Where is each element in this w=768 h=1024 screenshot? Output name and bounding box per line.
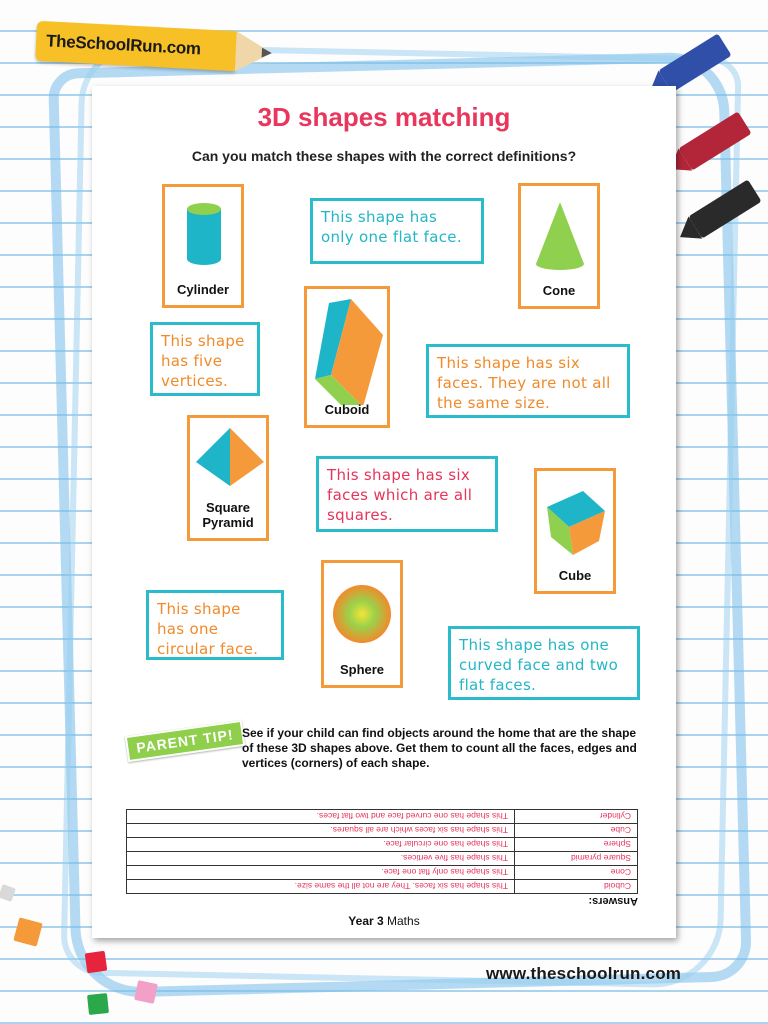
answers-label: Answers: — [588, 895, 638, 907]
table-row — [127, 838, 638, 852]
answers-section — [126, 796, 638, 908]
definition-text: This shape has six faces. They are not all the same size. — [437, 354, 611, 412]
shape-card-cone[interactable] — [518, 183, 600, 309]
shape-label-cylinder: Cylinder — [176, 282, 229, 297]
page-title: 3D shapes matching — [257, 102, 511, 132]
answer-shape: Square pyramid — [515, 852, 638, 866]
shape-label-sphere: Sphere — [339, 662, 385, 677]
shape-card-cuboid[interactable] — [304, 286, 390, 428]
cube-icon — [543, 487, 609, 559]
answer-shape: Cylinder — [515, 810, 638, 824]
answer-shape: Cone — [515, 866, 638, 880]
cuboid-icon — [311, 295, 385, 405]
site-logo[interactable] — [35, 21, 237, 71]
definition-one-flat-face[interactable] — [310, 198, 484, 264]
cylinder-icon — [179, 199, 229, 271]
shape-card-sphere[interactable] — [321, 560, 403, 688]
definition-six-faces-not-same[interactable] — [426, 344, 630, 418]
shape-label-line: Square — [205, 500, 251, 515]
answer-definition: This shape has one circular face. — [127, 838, 515, 852]
answer-shape: Cube — [515, 824, 638, 838]
definition-six-faces-squares[interactable] — [316, 456, 498, 532]
table-row — [127, 852, 638, 866]
table-row — [127, 810, 638, 824]
shape-label-square-pyramid — [190, 500, 266, 530]
shape-label-cone: Cone — [542, 283, 576, 298]
worksheet-footer — [92, 914, 676, 928]
answer-definition: This shape has five vertices. — [127, 852, 515, 866]
answers-table — [126, 809, 638, 894]
decorative-square — [85, 951, 108, 974]
definition-five-vertices[interactable] — [150, 322, 260, 396]
decorative-square — [0, 884, 16, 902]
answer-definition: This shape has one curved face and two flat faces. — [127, 810, 515, 824]
shape-label-cube: Cube — [558, 568, 592, 583]
cone-icon — [533, 200, 587, 274]
footer-year: Year 3 — [348, 914, 384, 928]
sphere-icon — [331, 583, 393, 645]
table-row — [127, 824, 638, 838]
answer-definition: This shape has six faces which are all squares. — [127, 824, 515, 838]
footer-subject: Maths — [387, 914, 420, 928]
shape-label-line: Pyramid — [202, 515, 254, 530]
table-row — [127, 866, 638, 880]
answer-definition: This shape has only flat one face. — [127, 866, 515, 880]
definition-curved-and-two-flat[interactable] — [448, 626, 640, 700]
answer-definition: This shape has six faces. They are not all the same size. — [127, 880, 515, 894]
shape-card-cube[interactable] — [534, 468, 616, 594]
decorative-square — [134, 980, 158, 1004]
shape-card-square-pyramid[interactable] — [187, 415, 269, 541]
answer-shape: Sphere — [515, 838, 638, 852]
pencil-lead-icon — [262, 48, 273, 59]
shape-card-cylinder[interactable] — [162, 184, 244, 308]
worksheet — [92, 86, 676, 938]
definition-text: This shape has only one flat face. — [321, 208, 462, 246]
definition-one-circular-face[interactable] — [146, 590, 284, 660]
table-row — [127, 880, 638, 894]
definition-text: This shape has six faces which are all squares. — [327, 466, 473, 524]
site-url[interactable]: www.theschoolrun.com — [486, 964, 682, 983]
logo-text: TheSchoolRun.com — [45, 31, 202, 59]
decorative-square — [13, 917, 42, 946]
answer-shape: Cuboid — [515, 880, 638, 894]
shape-label-cuboid: Cuboid — [324, 402, 370, 417]
definition-text: This shape has five vertices. — [161, 332, 245, 390]
decorative-square — [87, 993, 109, 1015]
definition-text: This shape has one curved face and two flat faces. — [459, 636, 619, 694]
definition-text: This shape has one circular face. — [157, 600, 259, 658]
worksheet-instructions: Can you match these shapes with the correct definitions? — [191, 148, 577, 164]
parent-tip-badge: PARENT TIP! — [125, 720, 245, 762]
square-pyramid-icon — [194, 426, 266, 488]
parent-tip-text: See if your child can find objects around the home that are the shape of these 3D shapes above. Get them to count all the faces, edges and vertices (corners) of each shape. — [242, 726, 637, 770]
